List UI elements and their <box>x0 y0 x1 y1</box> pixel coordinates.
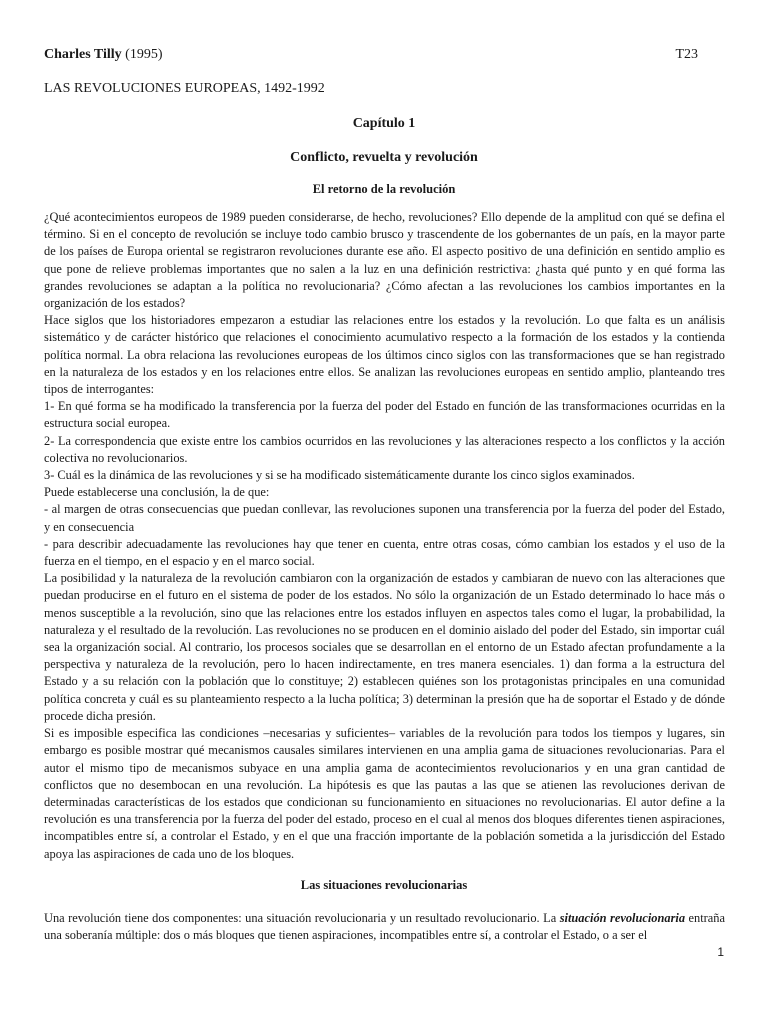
paragraph: La posibilidad y la naturaleza de la revolución cambiaron con la organización de estados y cambiaran de nuevo con las alteraciones que puedan producirse en el futuro en el sistema de poder de los estados. No sólo la organización de un Estado determinado lo hace más o menos susceptible a la revolución, sino que las relaciones entre los estados influyen en aspectos tales como el lugar, la probabilidad, la naturaleza y el resultado de la revolución. Las revoluciones no se producen en el dominio aislado del poder del Estado, sin importar cuál sea la organización social. Al contrario, los procesos sociales que se desarrollan en el entorno de un Estado afectan profundamente a la perspectiva y naturaleza de la revolución, pero lo hacen indirectamente, en tres manera esenciales. 1) dan forma a la estructura del Estado y a su relación con la población que lo constituye; 2) establecen quiénes son los protagonistas principales en una comunidad política concreta y cuál es su planteamiento respecto a la lucha política; 3) determinan la presión que ha de soportar el Estado y de dónde procede dicha presión. <box>44 571 725 723</box>
body-text <box>44 910 725 944</box>
list-item: - para describir adecuadamente las revoluciones hay que tener en cuenta, entre otras cosas, cómo cambian los estados y el uso de la fuerza en el tiempo, en el espacio y en el marco social. <box>44 536 725 569</box>
section-heading: Las situaciones revolucionarias <box>300 878 468 892</box>
body-text <box>44 209 725 863</box>
chapter-heading: Capítulo 1 <box>352 116 416 131</box>
book-title: LAS REVOLUCIONES EUROPEAS, 1492-1992 <box>44 81 325 96</box>
paragraph-text: Una revolución tiene dos componentes: una situación revolucionaria y un resultado revolucionario. La <box>44 911 560 925</box>
emphasized-term: situación revolucionaria <box>559 911 686 925</box>
list-item: 1- En qué forma se ha modificado la transferencia por la fuerza del poder del Estado en función de las transformaciones ocurridas en la estructura social europea. <box>44 399 725 431</box>
list-item: 2- La correspondencia que existe entre los cambios ocurridos en las revoluciones y las alteraciones respecto a los conflictos y la acción colectiva no revolucionarios. <box>44 433 725 465</box>
author-name: Charles Tilly <box>44 47 122 62</box>
chapter-title: Conflicto, revuelta y revolución <box>290 150 478 165</box>
paragraph: ¿Qué acontecimientos europeos de 1989 pueden considerarse, de hecho, revoluciones? Ello depende de la amplitud con qué se defina el término. Si en el concepto de revolución se incluye todo cambio brusco y trascendente de los gobernantes de un país, en la mayor parte de los países de Europa oriental se registraron revoluciones durante ese año. El aspecto positivo de una definición en sentido amplio es que pone de relieve problemas importantes que no salen a la luz en una definición restrictiva: ¿hasta qué punto y en qué forma las grandes revoluciones se adaptan a la política no revolucionaria? ¿Cómo afectan a las revoluciones los cambios importantes en la organización de los estados? <box>44 210 725 311</box>
page-number: 1 <box>717 945 724 959</box>
list-item: - al margen de otras consecuencias que puedan conllevar, las revoluciones suponen una transferencia por la fuerza del poder del Estado, y en consecuencia <box>44 502 725 534</box>
author-citation <box>44 46 163 64</box>
paragraph: Hace siglos que los historiadores empezaron a estudiar las relaciones entre los estados y la revolución. Lo que falta es un análisis sistemático y de carácter histórico que relaciones el conocimiento acumulativo respecto a la formación de los estados y la contienda política normal. La obra relaciona las revoluciones europeas de los últimos cinco siglos con las transformaciones que se han registrado en la naturaleza de los estados y en los relaciones entre ellos. Se analizan las revoluciones europeas en sentido amplio, planteando tres tipos de interrogantes: <box>44 313 725 397</box>
paragraph: Si es imposible especifica las condiciones –necesarias y suficientes– variables de la revolución para todos los tiempos y lugares, sin embargo es posible mostrar qué mecanismos causales similares intervienen en una amplia gama de situaciones revolucionarias. Para el autor el mismo tipo de mecanismos subyace en una amplia gama de acontecimientos revolucionarios y en una gran cantidad de conflictos que no desembocan en una revolución. La hipótesis es que las pautas a las que se atienen las revoluciones derivan de determinadas características de los estados que condicionan su funcionamiento en situaciones no revolucionarias. El autor define a la revolución es una transferencia por la fuerza del poder del estado, proceso en el cual al menos dos bloques diferentes tienen aspiraciones, incompatibles entre sí, a controlar el Estado, y en el que una fracción importante de la población sometida a la jurisdicción del Estado apoya las aspiraciones de cada uno de los bloques. <box>44 726 725 861</box>
page-header <box>44 46 698 64</box>
section-heading: El retorno de la revolución <box>312 182 456 196</box>
publication-year: (1995) <box>121 47 163 62</box>
paragraph <box>44 910 725 944</box>
list-item: 3- Cuál es la dinámica de las revoluciones y si se ha modificado sistemáticamente durante los cinco siglos examinados. <box>44 468 635 483</box>
paragraph-text: entraña una soberanía múltiple: dos o más bloques que tienen aspiraciones, incompatibles entre sí, a controlar el Estado, o a ser el <box>44 911 725 943</box>
paragraph: Puede establecerse una conclusión, la de que: <box>44 485 270 500</box>
document-code: T23 <box>675 47 698 62</box>
